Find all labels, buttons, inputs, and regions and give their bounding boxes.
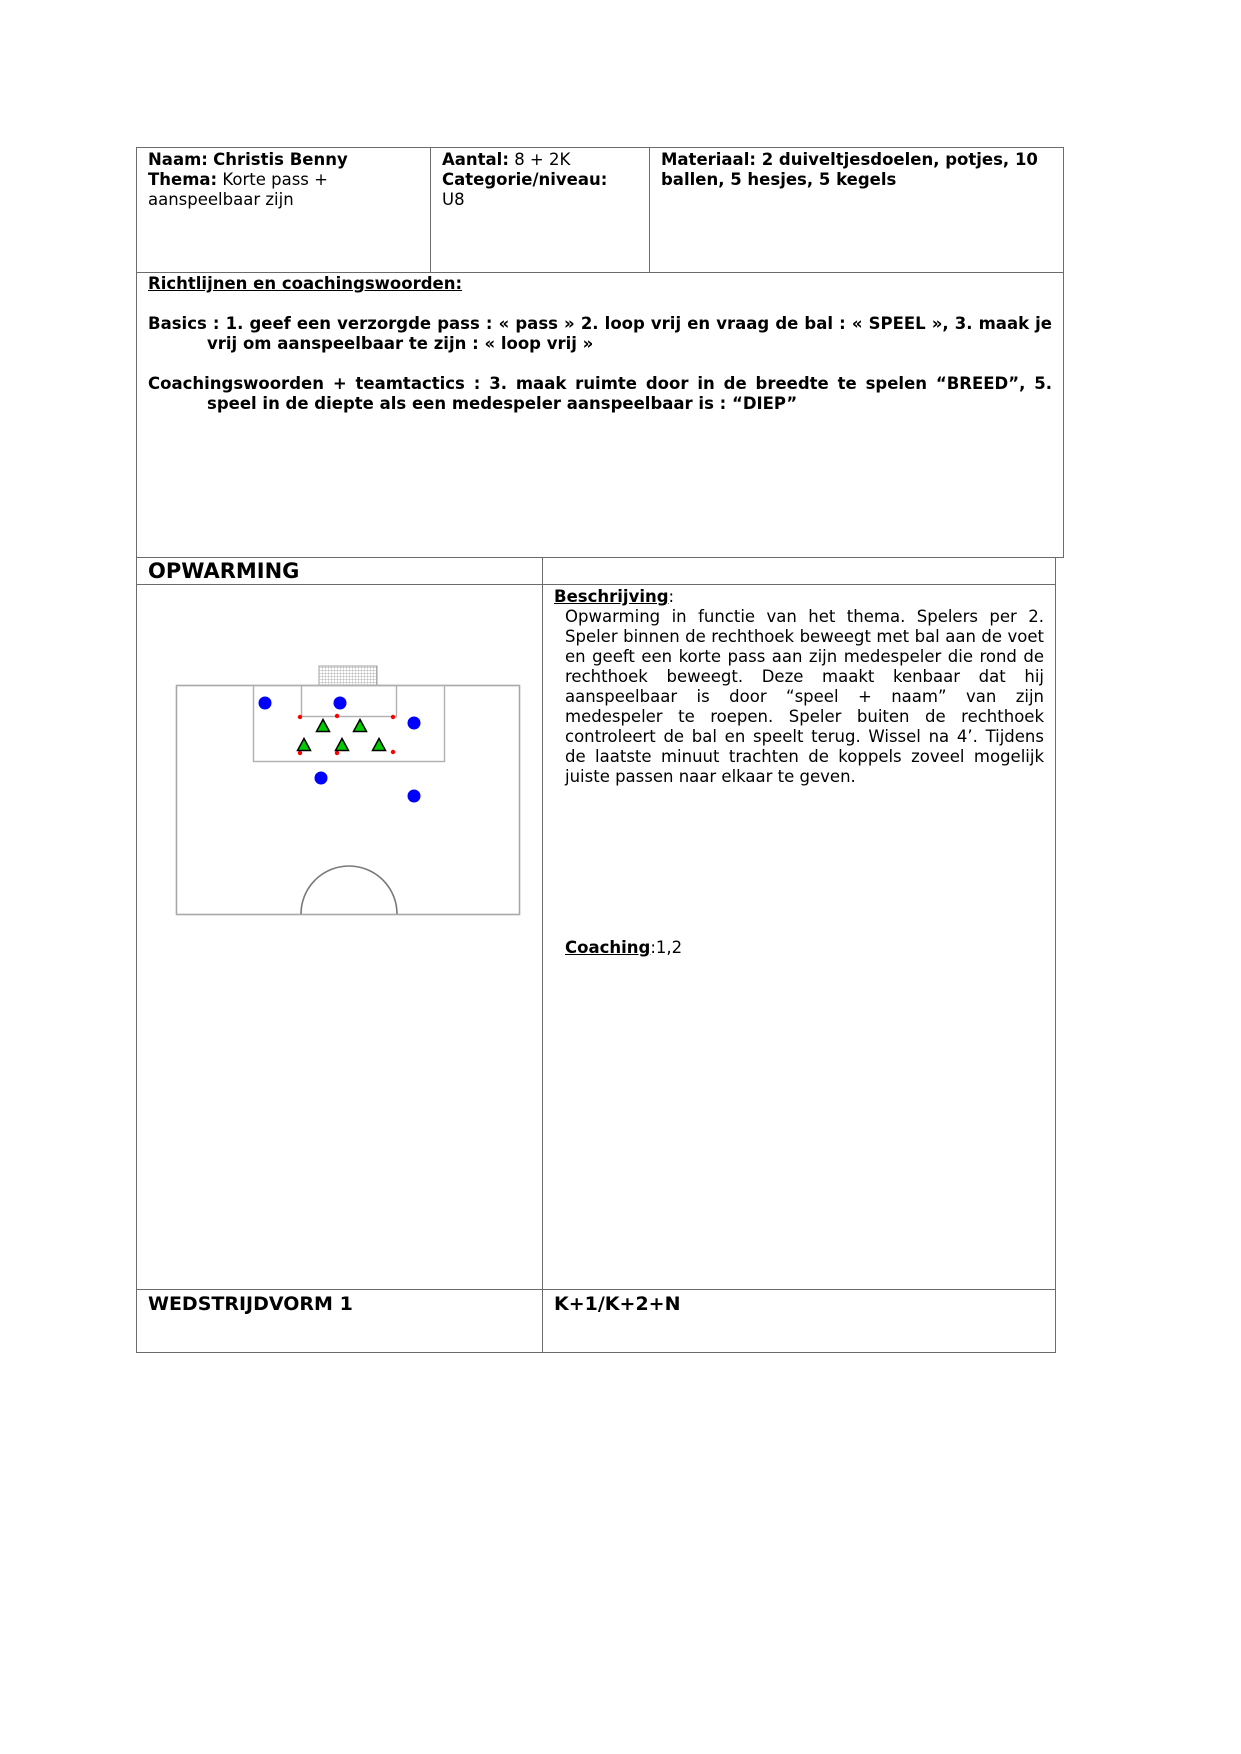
red-cone [391,715,395,719]
goal-net [319,666,377,685]
opwarming-title: OPWARMING [148,559,300,583]
red-cone [391,750,395,754]
opwarming-description-cell: Beschrijving: Opwarming in functie van het thema. Spelers per 2. Speler binnen de rechthoek beweegt met bal aan de voet en geeft een korte pass aan zijn medespeler die rond de rechthoek beweegt. Deze maakt kenbaar dat hij aanspeelbaar is door “speel + naam” van zijn medespeler te roepen. Speler buiten de rechthoek controleert de bal en speelt terug. Wissel na 4’. Tijdens de laatste minuut trachten de koppels zoveel mogelijk juiste passen naar elkaar te geven. Coaching:1,2 [542,584,1056,1290]
naam-value: Christis Benny [213,150,348,169]
categorie-value: U8 [442,190,465,209]
aantal-value: 8 + 2K [514,150,571,169]
goal-area [302,686,397,717]
red-cone [298,715,302,719]
green-player [317,720,330,732]
beschrijving-label: Beschrijving [554,587,669,606]
coaching-label: Coaching [565,938,651,957]
blue-player [334,697,347,710]
wedstrijdvorm-format: K+1/K+2+N [554,1293,681,1315]
opwarming-empty-cell [542,557,1056,585]
center-circle-arc [301,866,397,914]
coaching-value: :1,2 [650,938,683,957]
naam-cell [136,147,431,273]
red-cone [335,714,339,718]
thema-label: Thema: [148,170,218,189]
guidelines-cell [136,272,1064,558]
categorie-label: Categorie/niveau: [442,170,608,189]
aantal-label: Aantal: [442,150,509,169]
wedstrijdvorm-title: WEDSTRIJDVORM 1 [148,1293,353,1315]
green-player [354,720,367,732]
blue-player [408,790,421,803]
pitch-diagram [137,585,544,1291]
opwarming-title-cell [136,557,543,585]
aantal-cell [430,147,650,273]
red-cone [298,751,302,755]
thema-value: Korte pass + aanspeelbaar zijn [148,170,328,209]
blue-player [259,697,272,710]
guidelines-basics: Basics : 1. geef een verzorgde pass : « pass » 2. loop vrij en vraag de bal : « SPEEL », 3. maak je vrij om aanspeelbaar te zijn : « loop vrij » [148,314,1052,353]
guidelines-coaching: Coachingswoorden + teamtactics : 3. maak ruimte door in de breedte te spelen “BREED”, 5. speel in de diepte als een medespeler aanspeelbaar is : “DIEP” [148,374,1052,413]
red-cone [335,751,339,755]
opwarming-diagram-cell [136,584,543,1290]
green-player [298,739,311,751]
pitch-outline [177,686,520,915]
green-player [336,739,349,751]
blue-player [408,717,421,730]
materiaal-cell [649,147,1064,273]
naam-label: Naam: [148,150,208,169]
wedstrijdvorm-title-cell [136,1289,543,1353]
beschrijving-text: Opwarming in functie van het thema. Spelers per 2. Speler binnen de rechthoek beweegt met bal aan de voet en geeft een korte pass aan zijn medespeler die rond de rechthoek beweegt. Deze maakt kenbaar dat hij aanspeelbaar is door “speel + naam” van zijn medespeler te roepen. Speler buiten de rechthoek controleert de bal en speelt terug. Wissel na 4’. Tijdens de laatste minuut trachten de koppels zoveel mogelijk juiste passen naar elkaar te geven. [565,607,1044,786]
wedstrijdvorm-format-cell [542,1289,1056,1353]
green-player [373,739,386,751]
blue-player [315,772,328,785]
guidelines-title: Richtlijnen en coachingswoorden: [148,274,463,293]
materiaal-text: Materiaal: 2 duiveltjesdoelen, potjes, 10 ballen, 5 hesjes, 5 kegels [661,150,1038,189]
